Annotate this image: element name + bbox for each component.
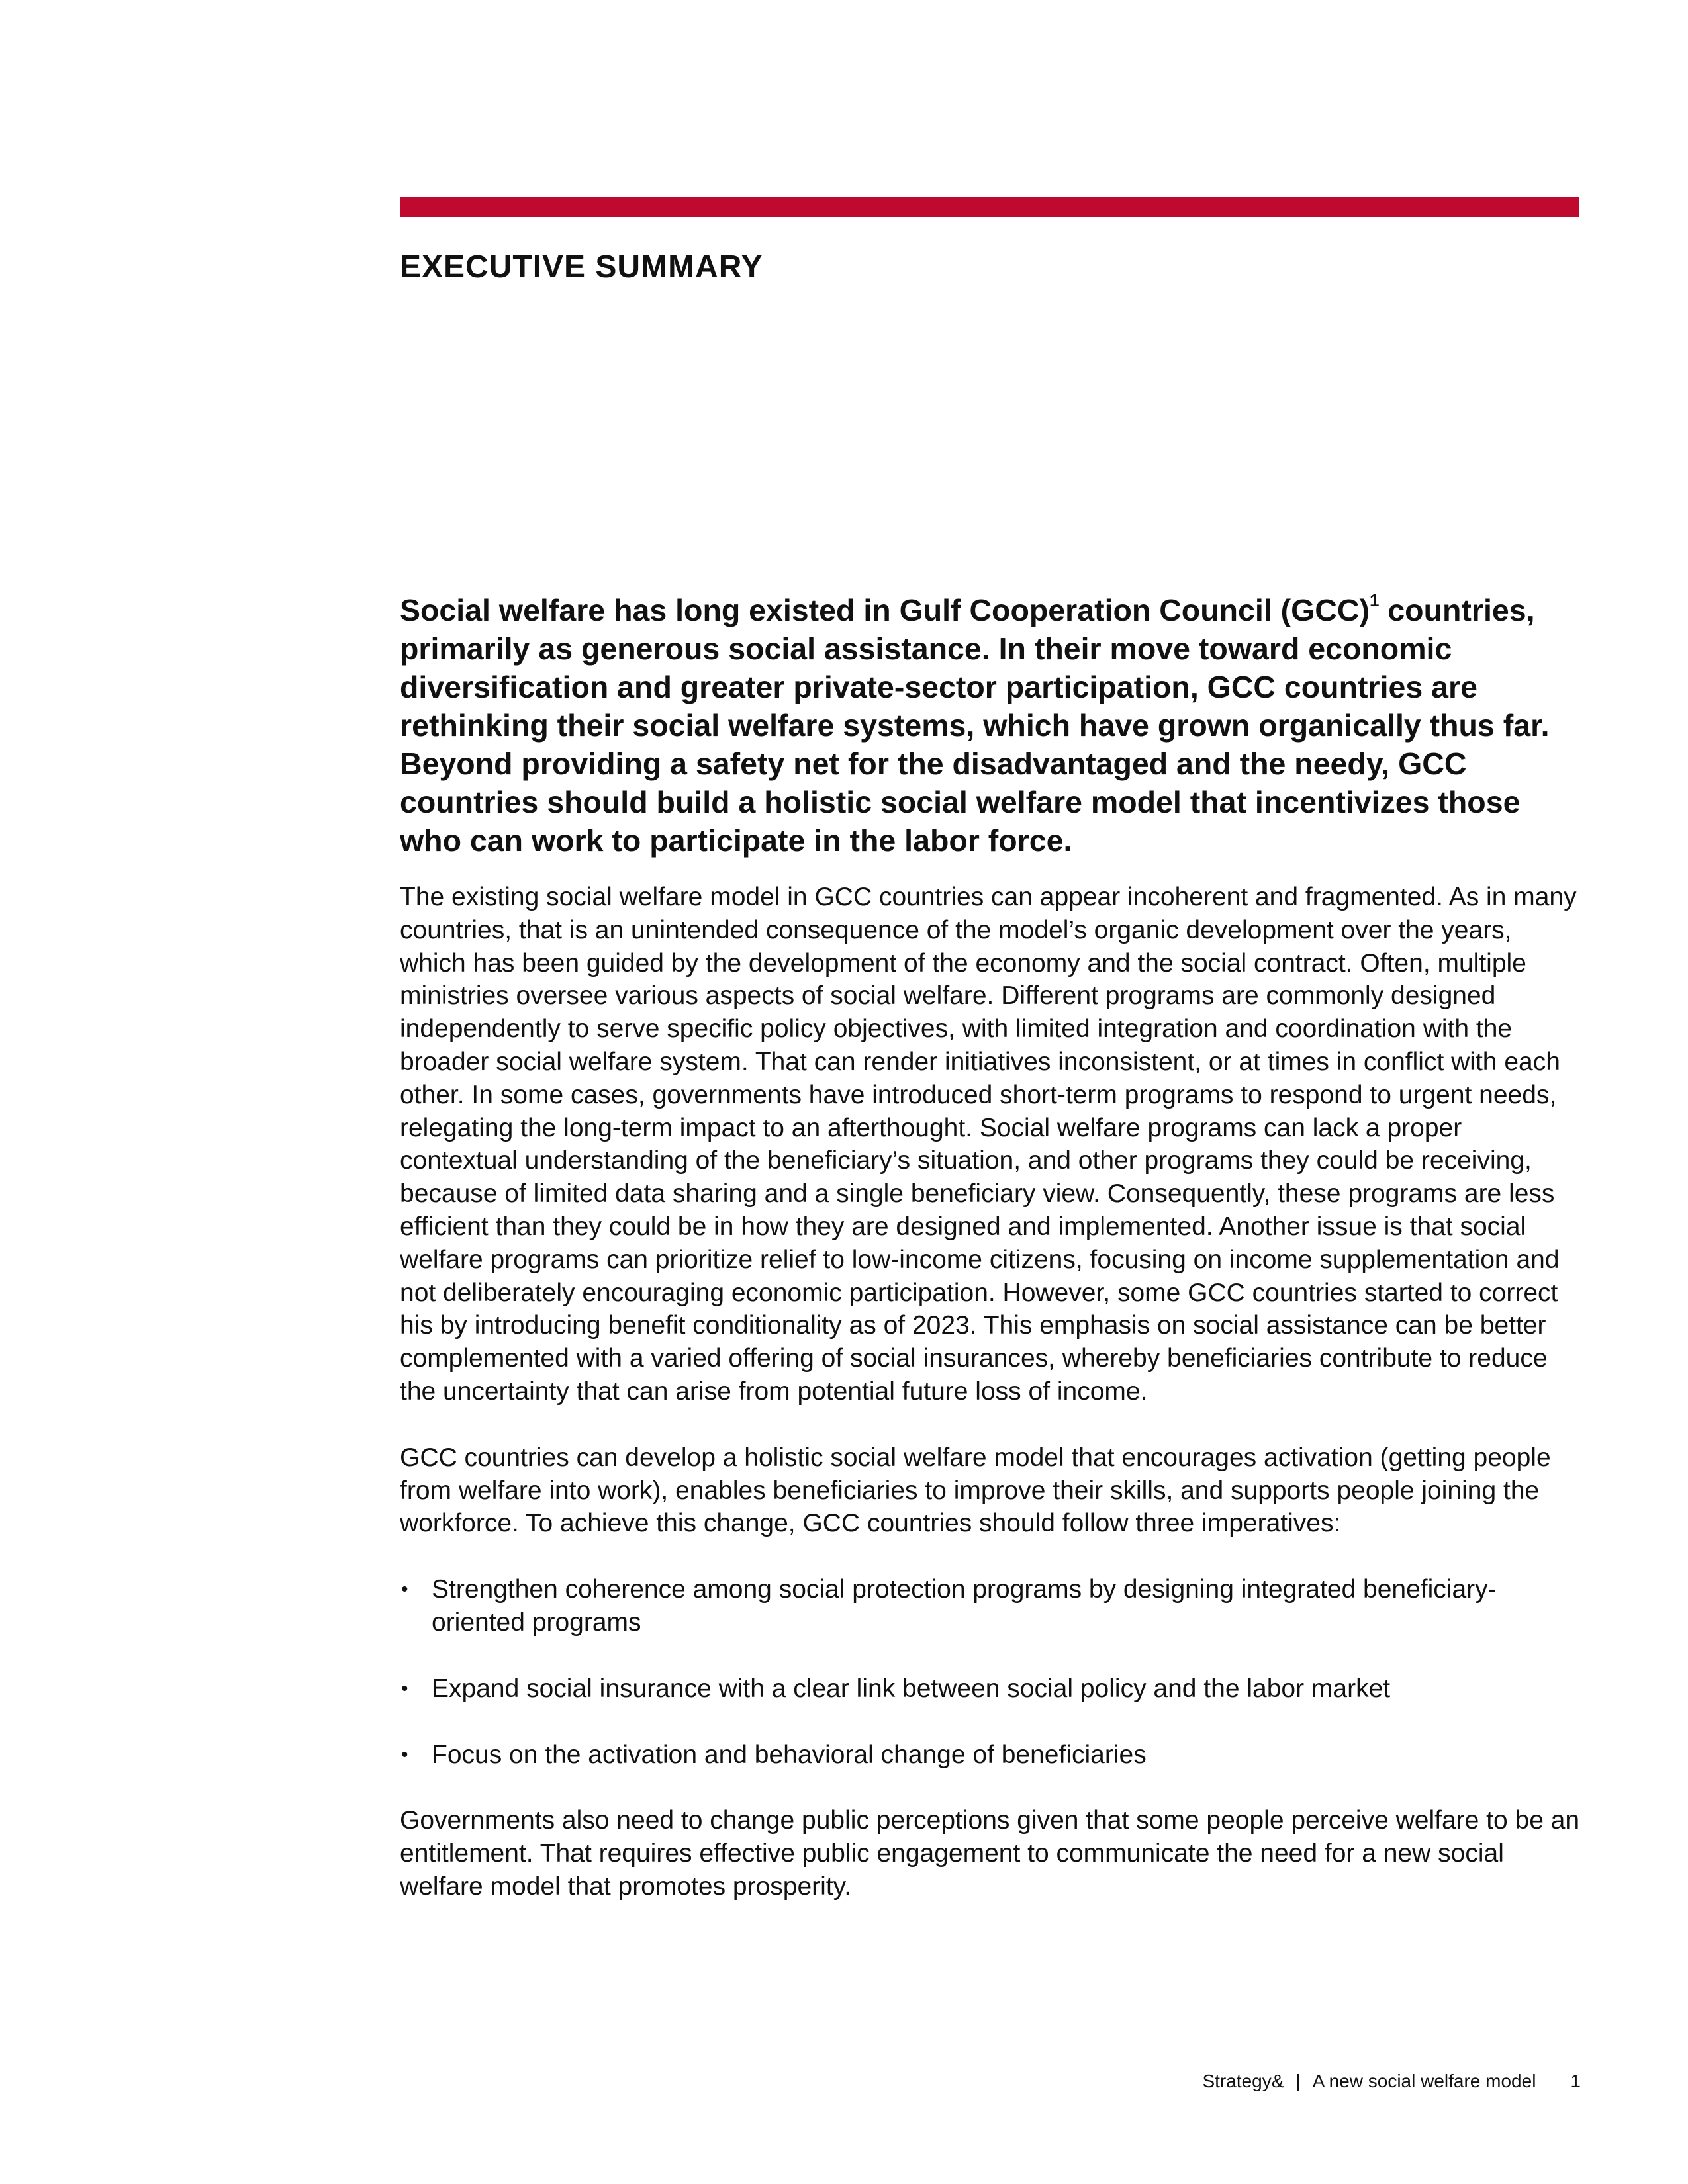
lead-text-end: countries, primarily as generous social assistance. In their move toward economic diversification and greater private-sector participation, GCC countries are rethinking their social welfare systems, which have grown organically thus far. Beyond providing a safety net for the disadvantaged and the needy, GCC countries should build a holistic social welfare model that incentivizes those who can work to participate in the labor force. bbox=[400, 593, 1550, 858]
list-item bbox=[400, 1573, 1585, 1639]
imperatives-list bbox=[400, 1573, 1585, 1771]
body-paragraph-2: GCC countries can develop a holistic social welfare model that encourages activation (getting people from welfare into work), enables beneficiaries to improve their skills, and supports people joining the workforce. To achieve this change, GCC countries should follow three imperatives: bbox=[400, 1443, 1551, 1538]
section-title: EXECUTIVE SUMMARY bbox=[400, 250, 763, 285]
header-accent-bar bbox=[400, 197, 1579, 217]
list-item bbox=[400, 1739, 1585, 1772]
list-item-text: Expand social insurance with a clear link between social policy and the labor market bbox=[432, 1674, 1391, 1703]
bullet-icon: • bbox=[401, 1578, 408, 1601]
list-item-text: Focus on the activation and behavioral change of beneficiaries bbox=[432, 1740, 1147, 1769]
closing-paragraph: Governments also need to change public perceptions given that some people perceive welfare to be an entitlement. That requires effective public engagement to communicate the need for a new social welfare model that promotes prosperity. bbox=[400, 1806, 1580, 1901]
body-paragraph-1: The existing social welfare model in GCC countries can appear incoherent and fragmented. As in many countries, that is an unintended consequence of the model’s organic development over the years, which has been guided by the development of the economy and the social contract. Often, multiple ministries oversee various aspects of social welfare. Different programs are commonly designed independently to serve specific policy objectives, with limited integration and coordination with the broader social welfare system. That can render initiatives inconsistent, or at times in conflict with each other. In some cases, governments have introduced short-term programs to respond to urgent needs, relegating the long-term impact to an afterthought. Social welfare programs can lack a proper contextual understanding of the beneficiary’s situation, and other programs they could be receiving, because of limited data sharing and a single beneficiary view. Consequently, these programs are less efficient than they could be in how they are designed and implemented. Another issue is that social welfare programs can prioritize relief to low-income citizens, focusing on income supplementation and not deliberately encouraging economic participation. However, some GCC countries started to correct his by introducing benefit conditionality as of 2023. This emphasis on social assistance can be better complemented with a varied offering of social insurances, whereby beneficiaries contribute to reduce the uncertainty that can arise from potential future loss of income. bbox=[400, 883, 1577, 1406]
footnote-marker[interactable]: 1 bbox=[1369, 590, 1380, 610]
footer-brand: Strategy& bbox=[1202, 2071, 1284, 2091]
lead-text-start: Social welfare has long existed in Gulf Cooperation Council (GCC) bbox=[400, 593, 1370, 627]
list-item bbox=[400, 1672, 1585, 1706]
lead-paragraph bbox=[400, 591, 1585, 860]
main-content bbox=[400, 591, 1585, 1936]
page-footer bbox=[1202, 2070, 1581, 2093]
footer-doc-title: A new social welfare model bbox=[1312, 2071, 1536, 2091]
page-number: 1 bbox=[1570, 2071, 1581, 2091]
bullet-icon: • bbox=[401, 1743, 408, 1766]
bullet-icon: • bbox=[401, 1677, 408, 1700]
list-item-text: Strengthen coherence among social protection programs by designing integrated beneficiary-oriented programs bbox=[432, 1575, 1497, 1637]
footer-separator: | bbox=[1295, 2071, 1301, 2091]
